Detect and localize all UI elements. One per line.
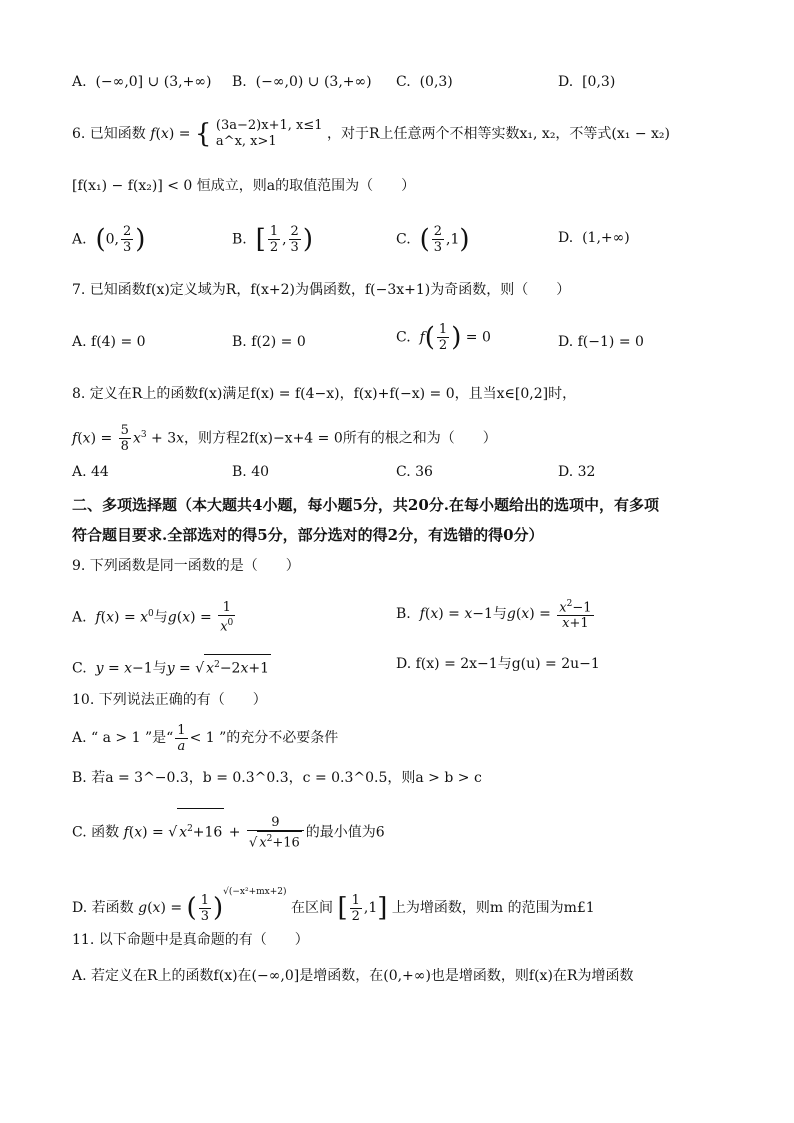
q6-piecewise: (3a−2)x+1, x≤1 a^x, x>1 bbox=[215, 118, 323, 149]
q10-option-c: C. 函数 f(x) = √ $x^2+16$ + $\frac{9}{√ x^2+16}$ 的最小值为6 bbox=[72, 808, 385, 853]
q7-option-c: C. f( $\frac{1}{2}$ ) = 0 bbox=[396, 322, 491, 353]
q7-option-a: A. f(4) = 0 bbox=[72, 334, 146, 350]
q10-option-d: D. 若函数 g(x) = ( $\frac{1}{3}$ )$^{√(-x^2+mx+2)}$ 在区间 [ $\frac{1}{2}$ ,1] 上为增函数，则m 的范围为m£1 bbox=[72, 887, 595, 924]
q5-option-b: B. (−∞,0) ∪ (3,+∞) bbox=[232, 74, 372, 90]
q6-option-d: D. (1,+∞) bbox=[558, 230, 630, 246]
q8-stem-line2: f(x) = $\frac{5}{8}$ $x^3 + 3x$，则方程2f(x)−x+4 = 0所有的根之和为（ ） bbox=[72, 423, 497, 455]
q6-stem: 6. 已知函数 f(x) = { (3a−2)x+1, x≤1 a^x, x>1 ，对于R上任意两个不相等实数x₁, x₂，不等式(x₁ − x₂) bbox=[72, 118, 670, 149]
q7-option-d: D. f(−1) = 0 bbox=[558, 334, 644, 350]
q9-option-d: D. f(x) = 2x−1与g(u) = 2u−1 bbox=[396, 656, 600, 672]
q8-option-b: B. 40 bbox=[232, 464, 270, 480]
q11-option-a: A. 若定义在R上的函数f(x)在(−∞,0]是增函数，在(0,+∞)也是增函数，则f(x)在R为增函数 bbox=[72, 968, 634, 984]
q10-option-b: B. 若a = 3^−0.3，b = 0.3^0.3，c = 0.3^0.5，则a > b > c bbox=[72, 770, 482, 786]
q6-option-b: B. [ $\frac{1}{2}$ , $\frac{2}{3}$ ) bbox=[232, 224, 313, 255]
q5-option-c: C. (0,3) bbox=[396, 74, 453, 90]
q9-stem: 9. 下列函数是同一函数的是（ ） bbox=[72, 558, 300, 574]
q10-option-a: A. “ a > 1 ”是“ $\frac{1}{a}$ < 1 ”的充分不必要条件 bbox=[72, 722, 339, 754]
q8-option-c: C. 36 bbox=[396, 464, 433, 480]
q9-option-c: C. y = x−1与y = √ $x^2-2x+1$ bbox=[72, 654, 271, 679]
q9-option-b: B. f(x) = x−1与g(x) = $\frac{x^2-1}{x+1}$ bbox=[396, 598, 592, 632]
q7-option-b: B. f(2) = 0 bbox=[232, 334, 306, 350]
q9-option-a: A. $f(x) = x^0$与g(x) = $\frac{1}{x^0}$ bbox=[72, 600, 234, 635]
section-heading-line1: 二、多项选择题（本大题共4小题，每小题5分，共20分.在每小题给出的选项中，有多项 bbox=[72, 496, 659, 514]
q6-stem-line2: [f(x₁) − f(x₂)] < 0 恒成立，则a的取值范围为（ ） bbox=[72, 178, 416, 194]
q8-option-d: D. 32 bbox=[558, 464, 596, 480]
q6-option-c: C. ( $\frac{2}{3}$ ,1) bbox=[396, 224, 470, 255]
q7-stem: 7. 已知函数f(x)定义域为R，f(x+2)为偶函数，f(−3x+1)为奇函数，则（ ） bbox=[72, 282, 571, 298]
q6-option-a: A. (0, $\frac{2}{3}$ ) bbox=[72, 224, 146, 255]
q5-option-d: D. [0,3) bbox=[558, 74, 616, 90]
q8-option-a: A. 44 bbox=[72, 464, 109, 480]
q10-stem: 10. 下列说法正确的有（ ） bbox=[72, 692, 267, 708]
q8-stem-line1: 8. 定义在R上的函数f(x)满足f(x) = f(4−x)，f(x)+f(−x) = 0，且当x∈[0,2]时， bbox=[72, 386, 577, 402]
q5-option-a: A. (−∞,0] ∪ (3,+∞) bbox=[72, 74, 212, 90]
q11-stem: 11. 以下命题中是真命题的有（ ） bbox=[72, 932, 309, 948]
section-heading-line2: 符合题目要求.全部选对的得5分，部分选对的得2分，有选错的得0分） bbox=[72, 526, 544, 544]
